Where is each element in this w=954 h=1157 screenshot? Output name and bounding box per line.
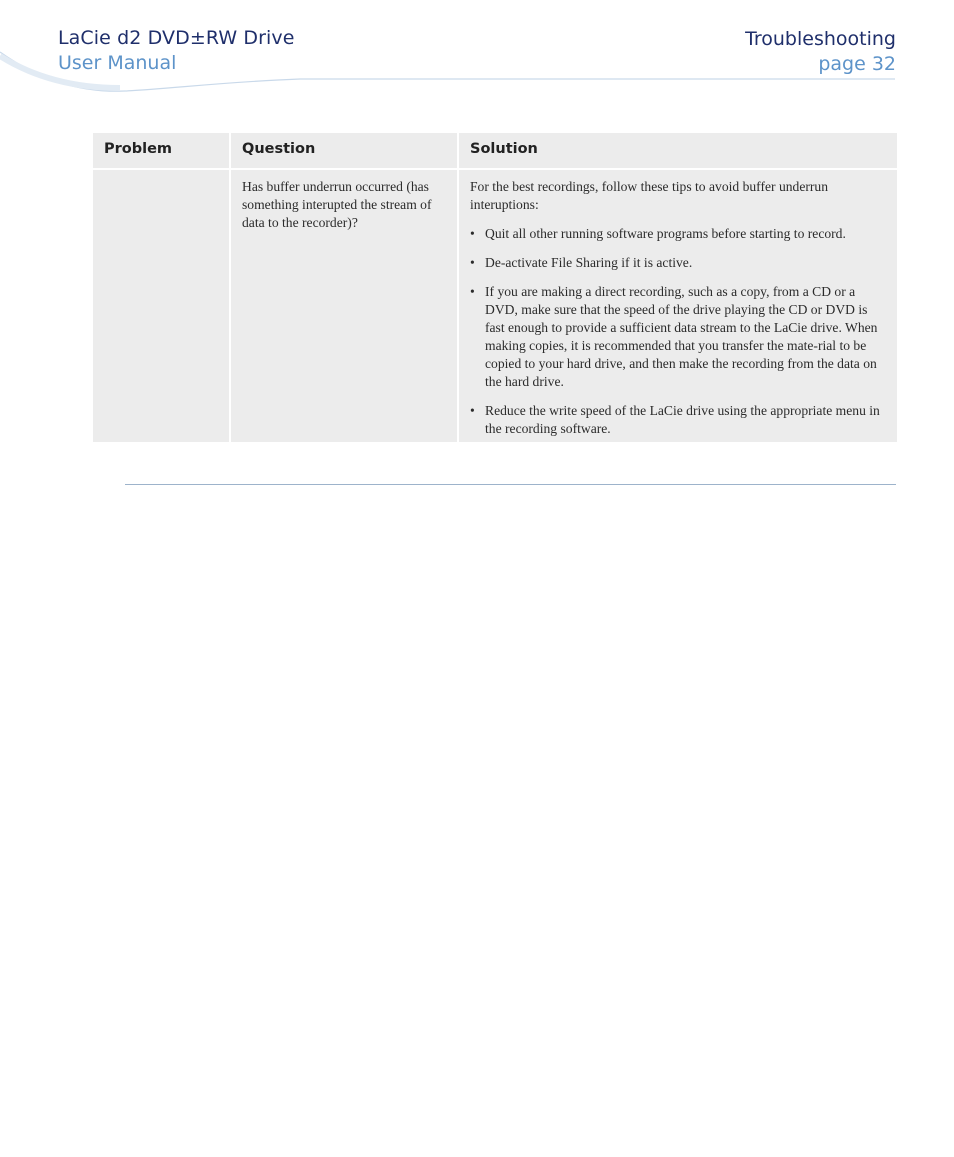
header-right [745, 27, 896, 77]
section-title: Troubleshooting [745, 28, 896, 50]
page-number: page 32 [818, 53, 896, 75]
list-item: • De-activate File Sharing if it is active. [470, 254, 886, 272]
column-header-question: Question [231, 133, 457, 168]
column-header-problem: Problem [93, 133, 229, 168]
list-item: • Reduce the write speed of the LaCie drive using the appropriate menu in the recording software. [470, 402, 886, 438]
problem-cell [93, 170, 229, 442]
solution-cell [459, 170, 897, 442]
list-item: • If you are making a direct recording, such as a copy, from a CD or a DVD, make sure that the speed of the drive playing the CD or DVD is fast enough to provide a sufficient data stream to the LaCie drive. When making copies, it is recommended that you transfer the mate-rial to be copied to your hard drive, and then make the recording from the data on the hard drive. [470, 283, 886, 391]
footer-divider [125, 484, 896, 485]
product-title: LaCie d2 DVD±RW Drive [58, 27, 295, 49]
solution-tips-list [470, 225, 886, 438]
troubleshooting-table [93, 133, 895, 442]
solution-intro: For the best recordings, follow these tips to avoid buffer underrun interuptions: [470, 179, 829, 212]
list-item: • Quit all other running software programs before starting to record. [470, 225, 886, 243]
question-cell [231, 170, 457, 442]
manual-title: User Manual [58, 52, 177, 74]
header-left [58, 26, 295, 76]
question-text: Has buffer underrun occurred (has something interupted the stream of data to the recorder)? [242, 179, 432, 230]
column-header-solution: Solution [459, 133, 897, 168]
